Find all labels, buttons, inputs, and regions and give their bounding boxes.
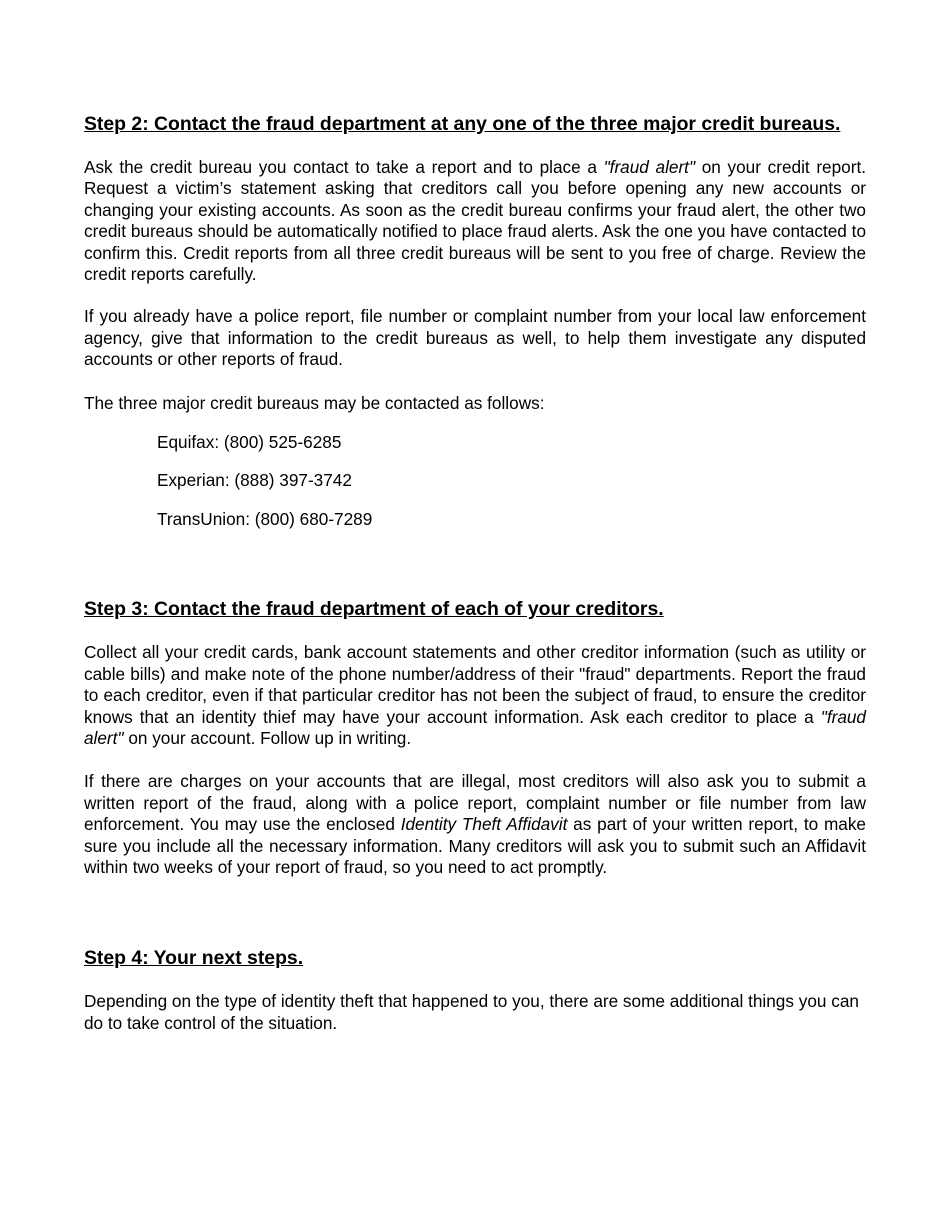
step3-p2-text-a: If there are charges on your accounts that are illegal, most creditors will also ask you to submit a written report of the fraud, along with a police report, complaint number or file number from law enforcement. You may use the enclosed [84,771,866,835]
step4-heading: Step 4: Your next steps. [84,947,304,970]
step2-p1-fraud-alert: "fraud alert" [603,157,696,177]
step2-heading: Step 2: Contact the fraud department at any one of the three major credit bureaus. [84,113,841,135]
step2-paragraph-2: If you already have a police report, file number or complaint number from your local law enforcement agency, give that information to the credit bureaus as well, to help them investigate any disputed accounts or other reports of fraud. [84,306,866,370]
step2-p1-text-a: Ask the credit bureau you contact to take a report and to place a [84,157,604,177]
bureau-contact-equifax: Equifax: (800) 525-6285 [157,432,342,453]
bureau-contact-transunion: TransUnion: (800) 680-7289 [157,508,373,529]
document-page [84,112,866,1034]
step3-paragraph-2 [84,771,866,878]
step3-p1-text-b: on your account. Follow up in writing. [123,727,412,748]
step4-paragraph-1: Depending on the type of identity theft that happened to you, there are some additional things you can do to take control of the situation. [84,991,859,1033]
step2-paragraph-3: The three major credit bureaus may be contacted as follows: [84,392,545,413]
step3-p1-text-a: Collect all your credit cards, bank account statements and other creditor information (such as utility or cable bills) and make note of the phone number/address of their "fraud" departments. Report the fraud to each creditor, even if that particular creditor has not been the subject of fraud, to ensure the creditor knows that an identity thief may have your account information. Ask each creditor to place a [84,642,866,727]
step2-paragraph-1 [84,157,866,285]
step2-p1-text-b: on your credit report. Request a victim’s statement asking that creditors call you before opening any new accounts or changing your existing accounts. As soon as the credit bureau confirms your fraud alert, the other two credit bureaus should be automatically notified to place fraud alerts. Ask the one you have contacted to confirm this. Credit reports from all three credit bureaus will be sent to you free of charge. Review the credit reports carefully. [84,157,867,285]
step3-heading: Step 3: Contact the fraud department of each of your creditors. [84,598,664,621]
bureau-contact-experian: Experian: (888) 397-3742 [157,470,352,491]
bureau-contact-list [84,432,866,530]
step3-p1-fraud-alert: "fraud alert" [84,706,866,748]
step3-p2-text-b: as part of your written report, to make sure you include all the necessary information. Many creditors will ask you to submit such an Affidavit within two weeks of your report of fraud, so you need to act promptly. [84,814,866,877]
step3-paragraph-1 [84,642,866,749]
step3-p2-affidavit: Identity Theft Affidavit [400,814,568,835]
